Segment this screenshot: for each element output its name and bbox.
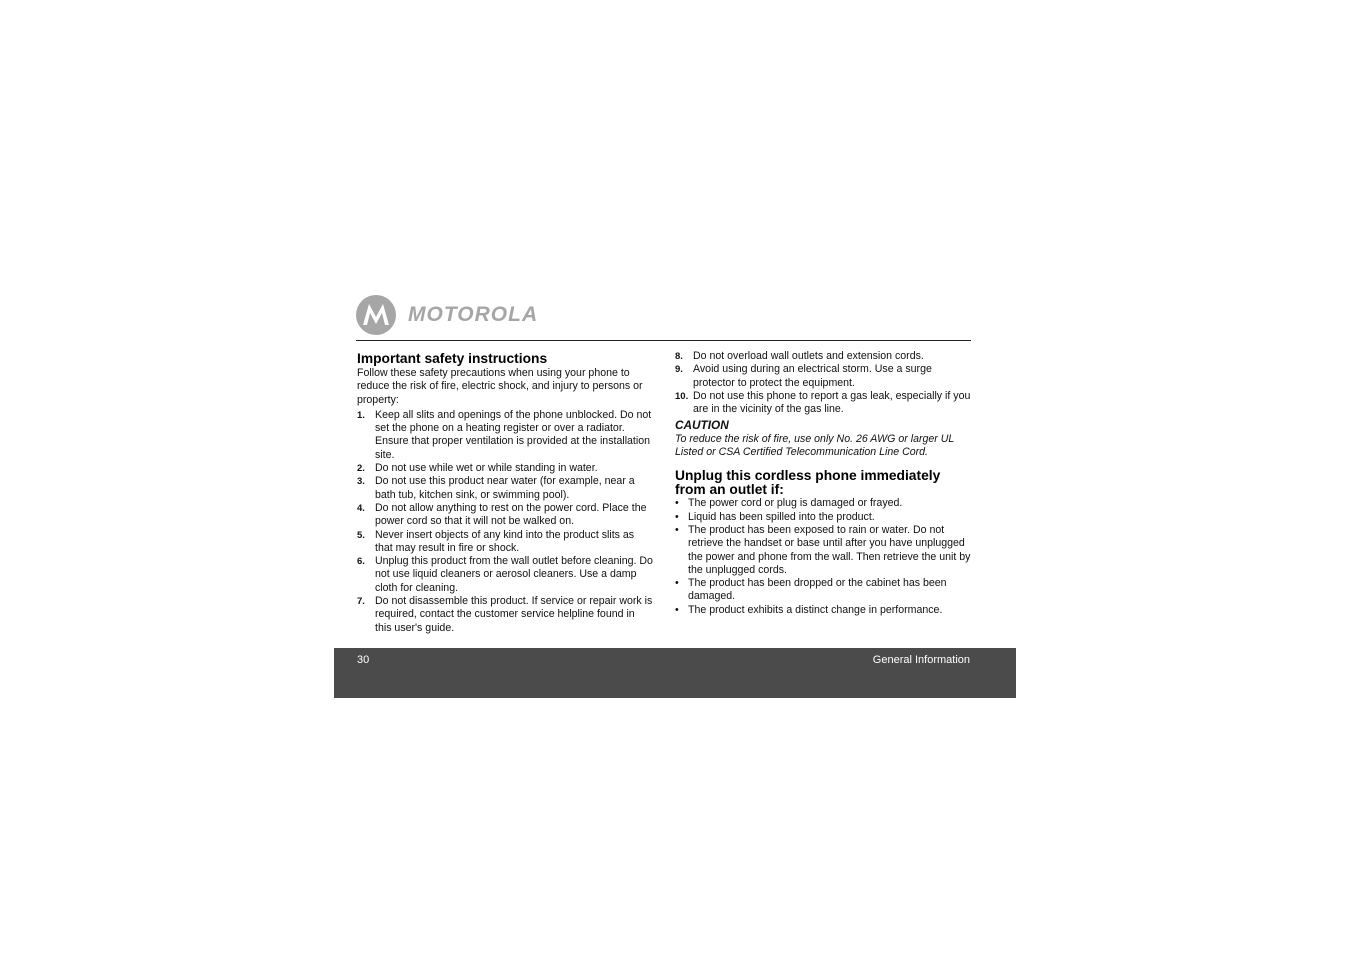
motorola-batwing-icon bbox=[356, 295, 396, 335]
item-number: 5. bbox=[357, 529, 365, 541]
item-number: 1. bbox=[357, 409, 365, 421]
bullet: • bbox=[675, 523, 679, 536]
safety-list bbox=[357, 409, 653, 635]
list-item bbox=[357, 409, 653, 462]
caution-text: To reduce the risk of fire, use only No. 26 AWG or larger UL Listed or CSA Certified Telecommunication Line Cord. bbox=[675, 432, 955, 459]
item-number: 6. bbox=[357, 556, 365, 568]
item-number: 9. bbox=[675, 364, 683, 376]
item-text: The product exhibits a distinct change in performance. bbox=[688, 603, 943, 616]
left-column bbox=[357, 350, 653, 635]
list-item bbox=[357, 529, 653, 556]
item-text: Do not use while wet or while standing in water. bbox=[375, 462, 598, 475]
page-footer bbox=[334, 648, 1016, 698]
list-item bbox=[675, 497, 971, 510]
item-text: Do not overload wall outlets and extension cords. bbox=[693, 350, 924, 362]
list-item bbox=[357, 475, 653, 502]
unplug-list bbox=[675, 497, 971, 617]
bullet: • bbox=[675, 510, 679, 523]
list-item bbox=[357, 502, 653, 529]
item-text: The power cord or plug is damaged or frayed. bbox=[688, 497, 903, 510]
item-text: Never insert objects of any kind into the product slits as that may result in fire or shock. bbox=[375, 528, 635, 554]
section-title: General Information bbox=[872, 654, 970, 666]
bullet: • bbox=[675, 497, 679, 510]
unplug-heading: Unplug this cordless phone immediately from an outlet if: bbox=[675, 468, 941, 498]
item-number: 3. bbox=[357, 476, 365, 488]
item-text: Keep all slits and openings of the phone unblocked. Do not set the phone on a heating register or over a radiator. Ensure that proper ventilation is provided at the installation site. bbox=[375, 408, 652, 461]
item-number: 10. bbox=[675, 390, 689, 402]
list-item bbox=[357, 595, 653, 635]
list-item bbox=[675, 390, 971, 417]
list-item bbox=[675, 524, 971, 577]
item-number: 7. bbox=[357, 596, 365, 608]
item-text: Do not disassemble this product. If service or repair work is required, contact the customer service helpline found in this user's guide. bbox=[375, 595, 653, 634]
item-text: Do not allow anything to rest on the power cord. Place the power cord so that it will not be walked on. bbox=[375, 501, 647, 528]
safety-intro: Follow these safety precautions when using your phone to reduce the risk of fire, electric shock, and injury to persons or property: bbox=[357, 367, 643, 406]
logo-wordmark: MOTOROLA bbox=[408, 303, 539, 326]
safety-list-continued bbox=[675, 350, 971, 416]
list-item bbox=[357, 462, 653, 475]
safety-heading: Important safety instructions bbox=[357, 351, 548, 366]
item-number: 4. bbox=[357, 502, 365, 514]
item-text: Unplug this product from the wall outlet before cleaning. Do not use liquid cleaners or aerosol cleaners. Use a damp cloth for cleaning. bbox=[375, 555, 653, 594]
bullet: • bbox=[675, 603, 679, 616]
list-item bbox=[357, 555, 653, 595]
list-item bbox=[675, 350, 971, 363]
page-number: 30 bbox=[357, 654, 370, 666]
item-text: Liquid has been spilled into the product. bbox=[688, 510, 875, 523]
caution-title: CAUTION bbox=[675, 418, 729, 433]
list-item bbox=[675, 577, 971, 604]
right-column bbox=[675, 350, 971, 617]
item-text: Do not use this product near water (for example, near a bath tub, kitchen sink, or swimming pool). bbox=[375, 475, 635, 501]
item-text: Do not use this phone to report a gas leak, especially if you are in the vicinity of the gas line. bbox=[693, 389, 971, 416]
list-item bbox=[675, 363, 971, 390]
list-item bbox=[675, 511, 971, 524]
item-number: 8. bbox=[675, 351, 683, 362]
item-number: 2. bbox=[357, 463, 365, 475]
item-text: The product has been dropped or the cabinet has been damaged. bbox=[688, 577, 947, 603]
list-item bbox=[675, 604, 971, 617]
item-text: The product has been exposed to rain or water. Do not retrieve the handset or base until after you have unplugged the power and phone from the wall. Then retrieve the unit by the unplugged cords. bbox=[688, 523, 971, 576]
header-rule bbox=[356, 340, 971, 341]
motorola-logo bbox=[356, 295, 538, 335]
item-text: Avoid using during an electrical storm. Use a surge protector to protect the equipment. bbox=[693, 363, 932, 389]
bullet: • bbox=[675, 577, 679, 590]
